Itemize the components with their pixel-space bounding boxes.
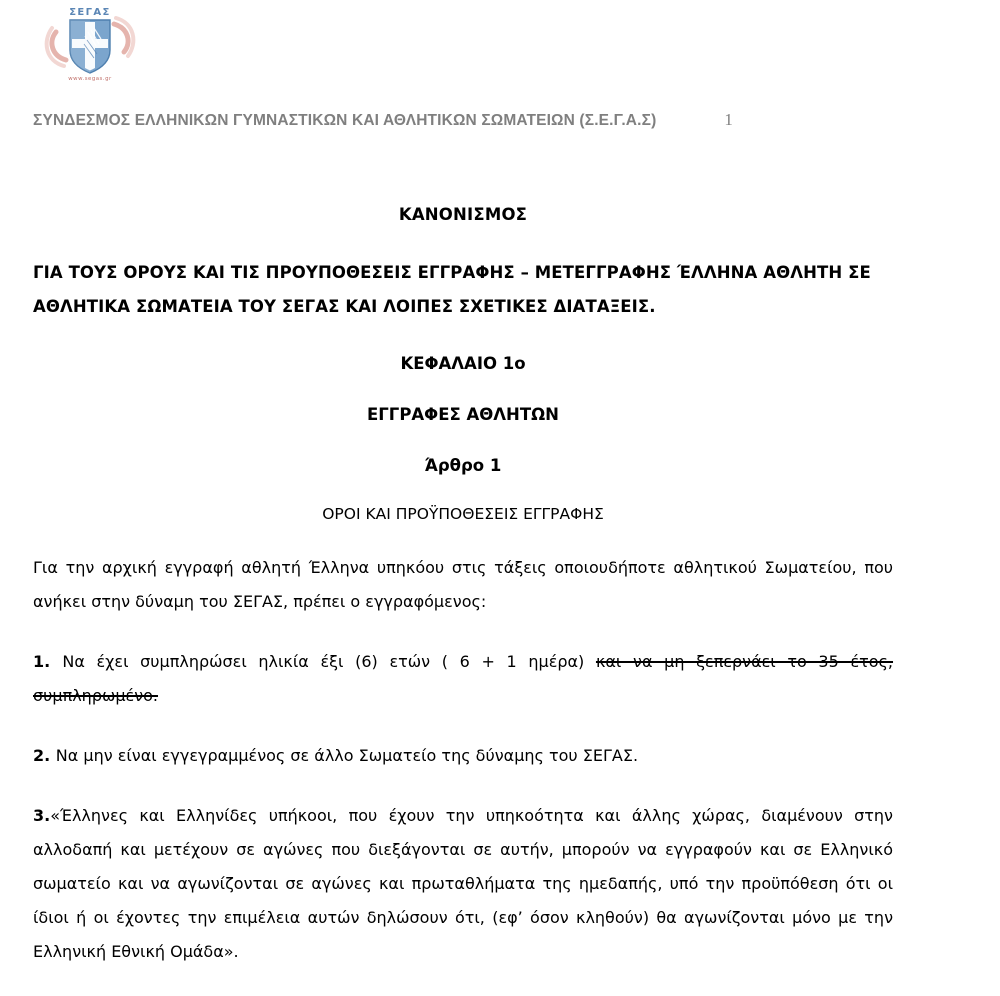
list-item (33, 739, 893, 773)
item-number: 2. (33, 746, 56, 765)
header-title: ΣΥΝΔΕΣΜΟΣ ΕΛΛΗΝΙΚΩΝ ΓΥΜΝΑΣΤΙΚΩΝ ΚΑΙ ΑΘΛΗΤΙΚΩΝ ΣΩΜΑΤΕΙΩΝ (Σ.Ε.Γ.Α.Σ) (33, 112, 657, 129)
document-title: ΚΑΝΟΝΙΣΜΟΣ (398, 205, 528, 224)
item-struck-text: και να μη ξεπερνάει το 35 έτος, συμπληρωμένο. (33, 652, 894, 705)
list-item (33, 799, 893, 969)
item-number: 1. (33, 652, 63, 671)
item-text: Να μην είναι εγγεγραμμένος σε άλλο Σωματείο της δύναμης του ΣΕΓΑΣ. (55, 746, 639, 765)
running-header (33, 110, 963, 130)
list-item (33, 645, 893, 713)
document-body (33, 205, 893, 969)
segas-logo-icon (44, 2, 136, 82)
logo-website-text: www.segas.gr (68, 76, 112, 82)
item-text: Να έχει συμπληρώσει ηλικία έξι (6) ετών ( 6 + 1 ημέρα) (62, 652, 596, 671)
page-number: 1 (724, 110, 733, 129)
shield-shape (70, 20, 110, 73)
item-number: 3. (33, 806, 51, 825)
article-heading: Άρθρο 1 (424, 456, 502, 475)
article-subheading: ΟΡΟΙ ΚΑΙ ΠΡΟΫΠΟΘΕΣΕΙΣ ΕΓΓΡΑΦΗΣ (322, 505, 604, 523)
section-heading: ΕΓΓΡΑΦΕΣ ΑΘΛΗΤΩΝ (367, 405, 559, 424)
logo-acronym-text: ΣΕΓΑΣ (69, 7, 111, 18)
item-text: «Έλληνες και Ελληνίδες υπήκοοι, που έχουν την υπηκοότητα και άλλης χώρας, διαμένουν στην αλλοδαπή και μετέχουν σε αγώνες που διεξάγονται σε αυτήν, μπορούν να εγγραφούν και σε Ελληνικό σωματείο και να αγωνίζονται σε αγώνες και πρωταθλήματα της ημεδαπής, υπό την προϋπόθεση ότι οι ίδιοι ή οι έχοντες την επιμέλεια αυτών δηλώσουν ότι, (εφ’ όσον κληθούν) θα αγωνίζονται μόνο με την Ελληνική Εθνική Ομάδα». (33, 806, 893, 961)
document-subtitle: ΓΙΑ ΤΟΥΣ ΟΡΟΥΣ ΚΑΙ ΤΙΣ ΠΡΟΥΠΟΘΕΣΕΙΣ ΕΓΓΡΑΦΗΣ – ΜΕΤΕΓΓΡΑΦΗΣ ΈΛΛΗΝΑ ΑΘΛΗΤΗ ΣΕ ΑΘΛΗΤΙΚΑ ΣΩΜΑΤΕΙΑ ΤΟΥ ΣΕΓΑΣ ΚΑΙ ΛΟΙΠΕΣ ΣΧΕΤΙΚΕΣ ΔΙΑΤΑΞΕΙΣ. (33, 263, 871, 316)
chapter-heading: ΚΕΦΑΛΑΙΟ 1ο (400, 354, 526, 373)
intro-paragraph: Για την αρχική εγγραφή αθλητή Έλληνα υπηκόου στις τάξεις οποιουδήποτε αθλητικού Σωματείου, που ανήκει στην δύναμη του ΣΕΓΑΣ, πρέπει ο εγγραφόμενος: (33, 558, 893, 611)
segas-logo (44, 2, 136, 82)
